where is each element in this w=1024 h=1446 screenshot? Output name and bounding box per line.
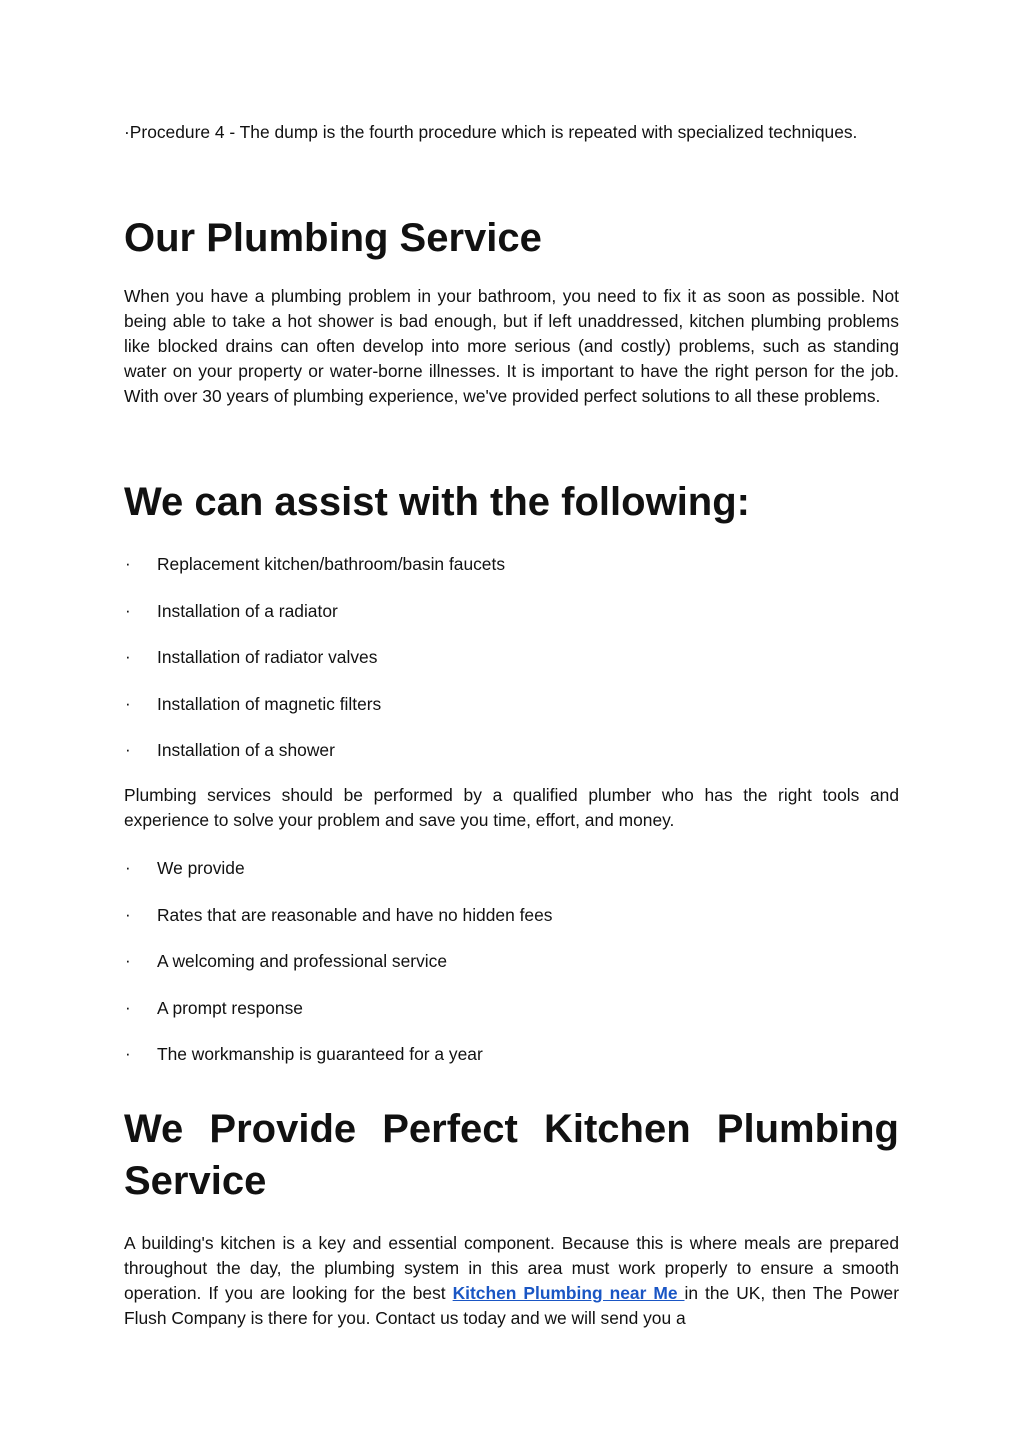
bullet-icon: · xyxy=(125,647,131,666)
list-item: · Installation of radiator valves xyxy=(125,647,378,667)
procedure-paragraph xyxy=(124,120,899,145)
list-item: · Installation of a radiator xyxy=(125,600,338,621)
kitchen-paragraph: A building's kitchen is a key and essential component. Because this is where meals are prepared throughout the day, the plumbing system in this area must work properly to ensure a smooth operation. If you are looking for the best Kitchen Plumbing near Me in the UK, then The Power Flush Company is there for you. Contact us today and we will send you a xyxy=(124,1233,899,1328)
kitchen-plumbing-link[interactable]: Kitchen Plumbing near Me xyxy=(452,1283,685,1303)
list-item: · A welcoming and professional service xyxy=(125,951,447,971)
plumbing-service-paragraph: When you have a plumbing problem in your bathroom, you need to fix it as soon as possible. Not being able to take a hot shower is bad enough, but if left unaddressed, kitchen plumbing problems like blocked drains can often develop into more serious (and costly) problems, such as standing water on your property or water-borne illnesses. It is important to have the right person for the job. With over 30 years of plumbing experience, we've provided perfect solutions to all these problems. xyxy=(124,286,899,406)
heading-assist-following: We can assist with the following: xyxy=(124,480,750,524)
list-item: · A prompt response xyxy=(125,997,303,1018)
bullet-icon: · xyxy=(125,997,131,1017)
procedure-bullet: · xyxy=(124,122,130,142)
bullet-icon: · xyxy=(125,1044,131,1063)
list-item: · Rates that are reasonable and have no hidden fees xyxy=(125,904,553,925)
list-item: · Replacement kitchen/bathroom/basin faucets xyxy=(125,554,506,574)
services-list xyxy=(124,552,899,785)
bullet-icon: · xyxy=(125,554,131,573)
bullet-icon: · xyxy=(125,858,131,877)
bullet-icon: · xyxy=(125,951,131,970)
qualified-plumber-paragraph: Plumbing services should be performed by a qualified plumber who has the right tools and experience to solve your problem and save you time, effort, and money. xyxy=(124,785,899,830)
bullet-icon: · xyxy=(125,904,131,924)
benefits-list xyxy=(124,856,899,1089)
list-item: · Installation of magnetic filters xyxy=(125,693,382,714)
list-item: · The workmanship is guaranteed for a year xyxy=(125,1044,483,1064)
bullet-icon: · xyxy=(125,600,131,620)
bullet-icon: · xyxy=(125,693,131,713)
heading-kitchen-plumbing-service: We Provide Perfect Kitchen Plumbing Service xyxy=(124,1107,899,1203)
bullet-icon: · xyxy=(125,740,131,759)
list-item: · We provide xyxy=(125,858,245,878)
list-item: · Installation of a shower xyxy=(125,740,335,760)
procedure-text: Procedure 4 - The dump is the fourth procedure which is repeated with specialized techniques. xyxy=(129,122,858,142)
heading-our-plumbing-service: Our Plumbing Service xyxy=(124,216,542,260)
